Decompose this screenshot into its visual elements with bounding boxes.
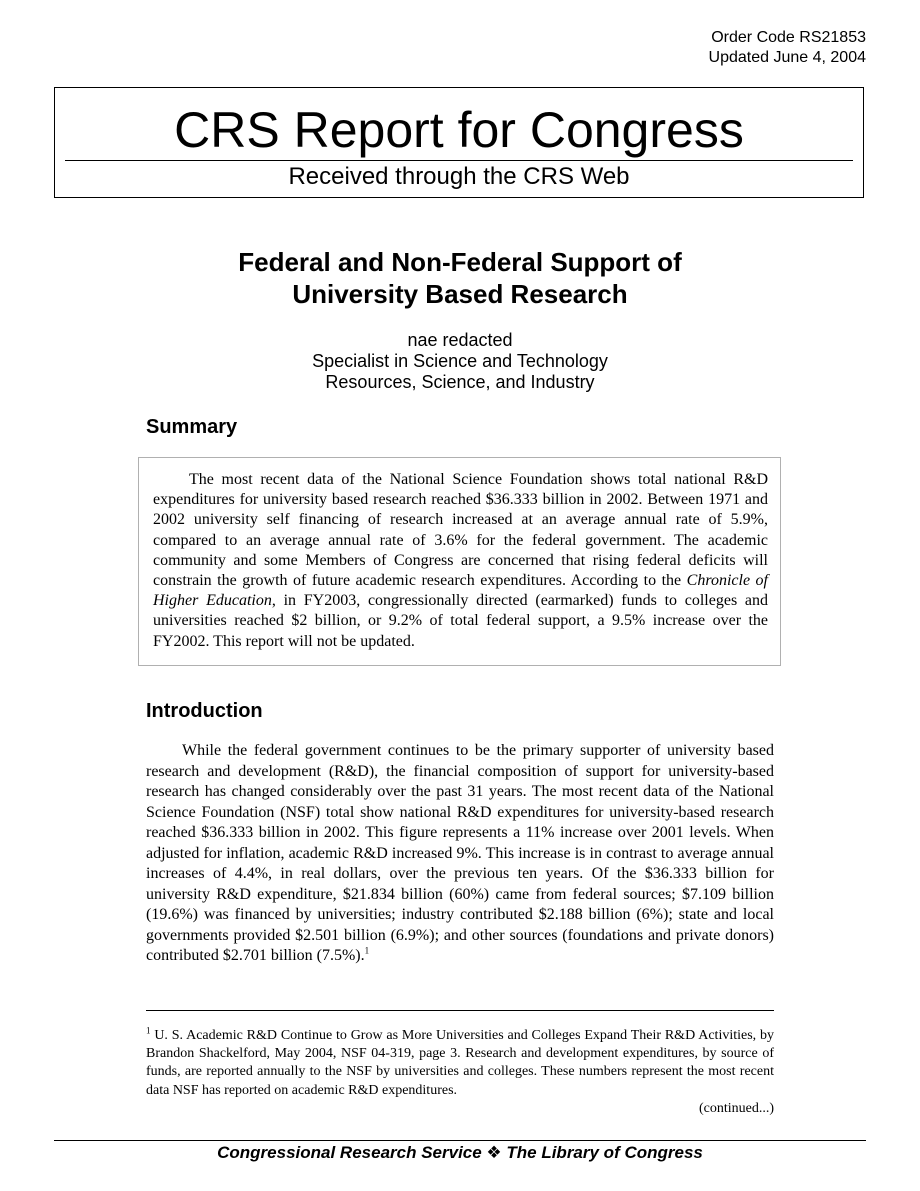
summary-text-italic: Chronicle of Higher Education <box>153 572 769 610</box>
report-title <box>0 246 920 310</box>
report-title-line2: University Based Research <box>292 279 628 309</box>
footnote-text: U. S. Academic R&D Continue to Grow as More Universities and Colleges Expand Their R&D Activities, by Brandon Shackelford, May 2004, NSF 04-319, page 3. Research and development expenditures, by source of funds, are reported annually to the NSF by universities and colleges. These numbers represent the most recent data NSF has reported on academic R&D expenditures. <box>146 1028 774 1098</box>
masthead-title: CRS Report for Congress <box>174 102 744 158</box>
report-title-line1: Federal and Non-Federal Support of <box>238 247 682 277</box>
footnote <box>146 1027 774 1118</box>
author-division: Resources, Science, and Industry <box>325 372 595 392</box>
footer-divider <box>54 1140 866 1141</box>
updated-date: Updated June 4, 2004 <box>708 49 866 66</box>
footnote-continued: (continued...) <box>698 1100 774 1116</box>
introduction-paragraph: While the federal government continues to be the primary supporter of university based research and development (R&D), the financial composition of support for university-based research has changed considerably over the past 31 years. The most recent data of the National Science Foundation (NSF) total show national R&D expenditures for university-based research reached $36.333 billion in 2002. This figure represents a 11% increase over 2001 levels. When adjusted for inflation, academic R&D increased 9%. This increase is in contrast to average annual increases of 4.4%, in real dollars, over the previous ten years. Of the $36.333 billion for university R&D expenditure, $21.834 billion (60%) came from federal sources; $7.109 billion (19.6%) was financed by universities; industry contributed $2.188 billion (6%); state and local governments provided $2.501 billion (6.9%); and other sources (foundations and private donors) contributed $2.701 billion (7.5%). <box>146 742 774 964</box>
summary-heading: Summary <box>146 416 238 438</box>
footnote-reference: 1 <box>364 945 370 956</box>
footnote-divider <box>146 1010 774 1011</box>
order-code: Order Code RS21853 <box>711 29 866 46</box>
footnote-marker: 1 <box>146 1025 151 1036</box>
summary-text <box>153 470 768 652</box>
author-block <box>0 330 920 393</box>
masthead-box <box>54 87 864 198</box>
summary-text-part1: The most recent data of the National Science Foundation shows total national R&D expenditures for university based research reached $36.333 billion in 2002. Between 1971 and 2002 university self financing of research increased at an average annual rate of 5.9%, compared to an average annual rate of 3.6% for the federal government. The academic community and some Members of Congress are concerned that rising federal deficits will constrain the growth of future academic research expenditures. According to the <box>153 471 768 590</box>
summary-text-part2: , in FY2003, congressionally directed (earmarked) funds to colleges and universities reached $2 billion, or 9.2% of total federal support, a 9.5% increase over the FY2002. This report will not be updated. <box>153 592 769 650</box>
masthead-divider <box>65 160 853 161</box>
order-info <box>709 28 866 68</box>
summary-box <box>138 457 781 666</box>
masthead-subtitle: Received through the CRS Web <box>288 163 630 190</box>
author-title: Specialist in Science and Technology <box>312 351 608 371</box>
author-name: nae redacted <box>407 330 513 350</box>
introduction-heading: Introduction <box>146 700 263 722</box>
introduction-text <box>146 741 774 967</box>
footer-text: Congressional Research Service ❖ The Library of Congress <box>217 1143 703 1162</box>
